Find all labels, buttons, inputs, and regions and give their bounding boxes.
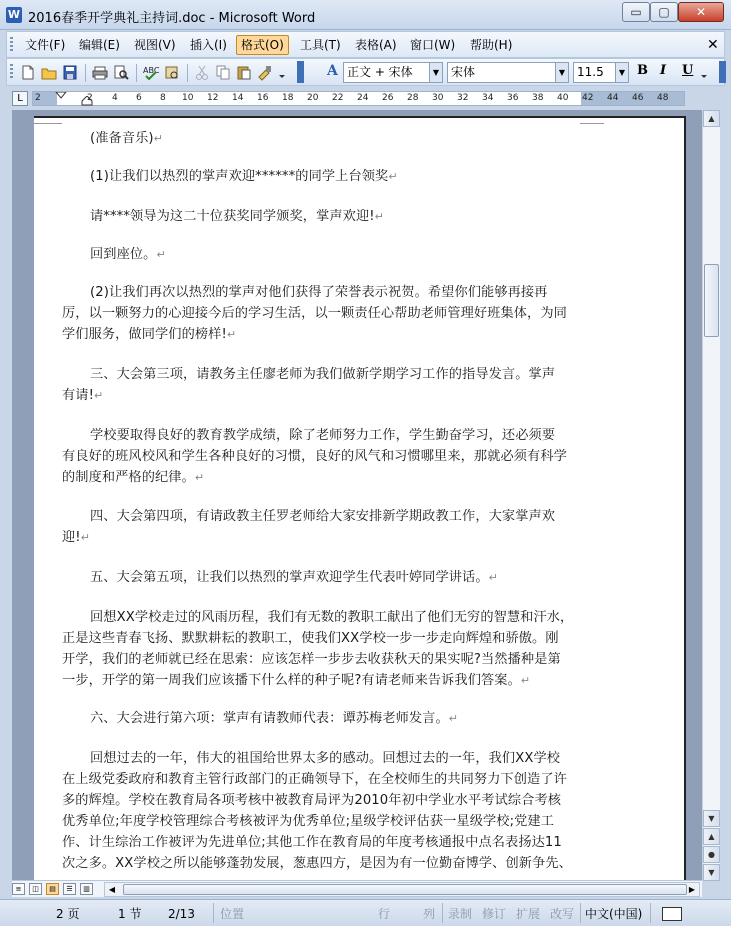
ruler-number: 18 (282, 93, 294, 103)
crop-mark (580, 118, 604, 124)
status-page: 2 页 (56, 907, 80, 921)
svg-text:ABC: ABC (143, 66, 160, 75)
paragraph-mark-icon: ↵ (520, 674, 531, 687)
document-line: 回想XX学校走过的风雨历程，我们有无数的教职工献出了他们无穷的智慧和汗水， (90, 610, 574, 625)
ruler-number: 10 (182, 93, 194, 103)
select-browse-object-icon[interactable]: ● (703, 846, 720, 863)
status-divider (213, 903, 214, 923)
paragraph-mark-icon: ↵ (388, 170, 398, 183)
toolbar-chevron-icon[interactable] (297, 61, 304, 83)
title-bar (0, 0, 731, 30)
document-line: 三、大会第三项，请教务主任廖老师为我们做新学期学习工作的指导发言。掌声 (90, 367, 556, 382)
status-divider (650, 903, 651, 923)
chevron-down-icon[interactable]: ▼ (615, 63, 628, 82)
scroll-up-icon[interactable]: ▲ (703, 110, 720, 127)
scroll-right-icon[interactable]: ▶ (688, 885, 696, 894)
chevron-down-icon[interactable]: ▼ (429, 63, 442, 82)
spelling-check-icon[interactable] (142, 64, 160, 81)
ruler-number: 20 (307, 93, 319, 103)
ruler-number: 26 (382, 93, 394, 103)
view-and-hscroll-bar (12, 880, 702, 897)
document-line: 迎!↵ (62, 530, 91, 545)
ruler-number: 24 (357, 93, 369, 103)
status-divider (580, 903, 581, 923)
status-ovr[interactable]: 改写 (550, 907, 575, 921)
document-line: 开学，我们的老师就已经在思索：应该怎样一步步去收获秋天的果实呢?当然播种是第 (62, 652, 561, 667)
status-trk[interactable]: 修订 (482, 907, 507, 921)
font-select[interactable] (447, 62, 569, 83)
ruler-number: 12 (207, 93, 219, 103)
menu-tools[interactable]: 工具(T) (300, 38, 341, 52)
print-preview-icon[interactable] (112, 64, 130, 81)
open-folder-icon[interactable] (40, 64, 58, 81)
ruler-number: 8 (160, 93, 166, 103)
menu-insert[interactable]: 插入(I) (190, 38, 227, 52)
font-size-select[interactable] (573, 62, 629, 83)
new-document-icon[interactable] (19, 64, 37, 81)
document-line: 的制度和严格的纪律。↵ (62, 470, 205, 485)
document-line: 厉，以一颗努力的心迎接今后的学习生活，以一颗责任心帮助老师管理好班集体，为同 (62, 306, 567, 321)
underline-button[interactable]: U (682, 63, 694, 78)
status-language[interactable]: 中文(中国) (585, 907, 643, 921)
document-paragraph[interactable] (62, 567, 584, 588)
cut-icon[interactable] (193, 64, 211, 81)
menu-edit[interactable]: 编辑(E) (79, 38, 120, 52)
ruler-number: 32 (457, 93, 469, 103)
maximize-button[interactable]: ▢ (650, 2, 678, 22)
status-page-of: 2/13 (168, 907, 195, 921)
horizontal-scroll-thumb[interactable] (123, 884, 687, 895)
menu-help[interactable]: 帮助(H) (470, 38, 513, 52)
document-paragraph[interactable] (62, 128, 584, 149)
ruler-number: 16 (257, 93, 269, 103)
paste-icon[interactable] (235, 64, 253, 81)
document-line: 回想过去的一年，伟大的祖国给世界太多的感动。回想过去的一年，我们XX学校 (90, 751, 561, 766)
document-line: 回到座位。↵ (90, 247, 166, 262)
format-painter-icon[interactable] (256, 64, 274, 81)
ruler-number: 34 (482, 93, 494, 103)
document-paragraph[interactable] (62, 206, 584, 227)
ruler-number: 40 (557, 93, 569, 103)
close-document-button[interactable]: ✕ (707, 37, 719, 53)
document-line: (1)让我们以热烈的掌声欢迎******的同学上台领奖↵ (90, 169, 398, 184)
spelling-status-icon[interactable] (662, 907, 682, 921)
document-paragraph[interactable] (62, 166, 584, 187)
document-paragraph[interactable] (62, 282, 584, 345)
paragraph-mark-icon: ↵ (156, 248, 166, 261)
document-paragraph[interactable] (62, 425, 584, 488)
status-bar (0, 899, 731, 926)
font-select-value: 宋体 (451, 65, 476, 79)
paragraph-mark-icon: ↵ (448, 712, 459, 725)
paragraph-mark-icon: ↵ (80, 531, 91, 544)
toolbar-separator (136, 64, 137, 82)
status-line: 行 (378, 907, 391, 921)
document-line: 学校要取得良好的教育教学成绩，除了老师努力工作，学生勤奋学习，还必须要 (90, 428, 556, 443)
previous-page-icon[interactable]: ▲ (703, 828, 720, 845)
horizontal-scrollbar[interactable] (104, 882, 700, 897)
paragraph-mark-icon: ↵ (194, 471, 205, 484)
font-size-value: 11.5 (577, 65, 604, 79)
style-select[interactable] (343, 62, 443, 83)
document-line: 请****领导为这二十位获奖同学颁奖，掌声欢迎!↵ (90, 209, 384, 224)
ruler-number: 38 (532, 93, 544, 103)
ruler-number: 28 (407, 93, 419, 103)
toolbar-grip-handle[interactable] (10, 64, 13, 80)
status-section: 1 节 (118, 907, 142, 921)
document-paragraph[interactable] (62, 364, 584, 406)
document-line: 作、计生综治工作被评为先进单位;其他工作在教育局的年度考核通报中点名表扬达11 (62, 835, 562, 850)
scroll-thumb[interactable] (704, 264, 719, 337)
status-column: 列 (423, 907, 436, 921)
window-title: 2016春季开学典礼主持词.doc - Microsoft Word (28, 11, 316, 26)
close-window-button[interactable]: ✕ (678, 2, 724, 22)
styles-icon[interactable]: A (327, 63, 338, 79)
menu-bar (6, 31, 725, 58)
document-line: 正是这些青春飞扬、默默耕耘的教职工，使我们XX学校一步一步走向辉煌和骄傲。刚 (62, 631, 559, 646)
next-page-icon[interactable]: ▼ (703, 864, 720, 881)
document-paragraph[interactable] (62, 607, 584, 691)
paragraph-mark-icon: ↵ (226, 328, 237, 341)
ruler-number: 44 (607, 93, 619, 103)
ruler-number: 42 (582, 93, 594, 103)
document-line: 次之多。XX学校之所以能够蓬勃发展，葱惠四方，是因为有一位勤奋博学、创新争先、 (62, 856, 572, 871)
document-paragraph[interactable] (62, 708, 584, 729)
format-overflow-icon[interactable] (699, 64, 709, 81)
menu-grip-handle[interactable] (10, 37, 13, 53)
ruler-number: 22 (332, 93, 344, 103)
paragraph-mark-icon: ↵ (374, 210, 384, 223)
crop-mark (34, 118, 62, 124)
ruler-number: 46 (632, 93, 644, 103)
web-layout-view-icon[interactable]: ◫ (29, 883, 42, 895)
status-rec[interactable]: 录制 (448, 907, 473, 921)
first-line-indent-marker[interactable] (55, 92, 67, 106)
document-line: (2)让我们再次以热烈的掌声对他们获得了荣誉表示祝贺。希望你们能够再接再 (90, 285, 548, 300)
document-line: 五、大会第五项，让我们以热烈的掌声欢迎学生代表叶婷同学讲话。↵ (90, 570, 498, 585)
document-line: 六、大会进行第六项：掌声有请教师代表：谭苏梅老师发言。↵ (90, 711, 459, 726)
italic-button[interactable]: I (660, 63, 667, 78)
style-select-value: 正文 + 宋体 (347, 65, 413, 79)
reading-layout-view-icon[interactable]: ▥ (80, 883, 93, 895)
status-divider (442, 903, 443, 923)
paragraph-mark-icon: ↵ (153, 132, 163, 145)
bold-button[interactable]: B (637, 63, 648, 78)
ruler-number: 2 (35, 93, 41, 103)
save-icon[interactable] (61, 64, 79, 81)
copy-icon[interactable] (214, 64, 232, 81)
ruler-number: 2 (87, 93, 93, 103)
ruler-number: 14 (232, 93, 244, 103)
toolbar-separator (85, 64, 86, 82)
normal-view-icon[interactable]: ≡ (12, 883, 25, 895)
format-toolbar-chevron-icon[interactable] (719, 61, 726, 83)
document-line: 一步，开学的第一周我们应该播下什么样的种子呢?有请老师来告诉我们答案。↵ (62, 673, 531, 688)
print-layout-view-icon[interactable]: ▤ (46, 883, 59, 895)
document-line: 学们服务，做同学们的榜样!↵ (62, 327, 237, 342)
ruler-area (0, 88, 731, 110)
menu-view[interactable]: 视图(V) (134, 38, 176, 52)
scroll-left-icon[interactable]: ◀ (108, 885, 116, 894)
document-paragraph[interactable] (62, 748, 584, 874)
status-ext[interactable]: 扩展 (516, 907, 541, 921)
menu-format[interactable]: 格式(O) (236, 35, 289, 55)
document-paragraph[interactable] (62, 244, 584, 265)
research-icon[interactable] (163, 64, 181, 81)
menu-window[interactable]: 窗口(W) (410, 38, 456, 52)
scroll-down-icon[interactable]: ▼ (703, 810, 720, 827)
toolbar-overflow-icon[interactable] (277, 64, 287, 81)
menu-table[interactable]: 表格(A) (355, 38, 397, 52)
vertical-scrollbar[interactable] (702, 110, 720, 880)
paragraph-mark-icon: ↵ (488, 571, 498, 584)
ruler-number: 30 (432, 93, 444, 103)
print-icon[interactable] (91, 64, 109, 81)
document-line: (准备音乐)↵ (90, 131, 163, 146)
tab-selector-icon[interactable]: L (12, 91, 28, 106)
status-position: 位置 (220, 907, 245, 921)
document-line: 在上级党委政府和教育主管行政部门的正确领导下，在全校师生的共同努力下创造了许 (62, 772, 567, 787)
horizontal-ruler[interactable] (32, 91, 685, 106)
menu-file[interactable]: 文件(F) (25, 38, 66, 52)
document-paragraph[interactable] (62, 506, 584, 548)
document-line: 优秀单位;年度学校管理综合考核被评为优秀单位;星级学校评估获一星级学校;党建工 (62, 814, 554, 829)
paragraph-mark-icon: ↵ (93, 389, 104, 402)
ruler-number: 48 (657, 93, 669, 103)
document-line: 多的辉煌。学校在教育局各项考核中被教育局评为2010年初中学业水平考试综合考核 (62, 793, 562, 808)
outline-view-icon[interactable]: ☰ (63, 883, 76, 895)
toolbar (6, 58, 725, 86)
document-line: 四、大会第四项，有请政教主任罗老师给大家安排新学期政教工作，大家掌声欢 (90, 509, 556, 524)
word-app-icon[interactable]: W (7, 8, 21, 21)
ruler-number: 4 (112, 93, 118, 103)
chevron-down-icon[interactable]: ▼ (555, 63, 568, 82)
document-line: 有请!↵ (62, 388, 104, 403)
ruler-number: 6 (136, 93, 142, 103)
document-line: 有良好的班风校风和学生各种良好的习惯，良好的风气和习惯哪里来，那就必须有科学 (62, 449, 567, 464)
ruler-number: 36 (507, 93, 519, 103)
minimize-button[interactable]: ▭ (622, 2, 650, 22)
toolbar-separator (187, 64, 188, 82)
